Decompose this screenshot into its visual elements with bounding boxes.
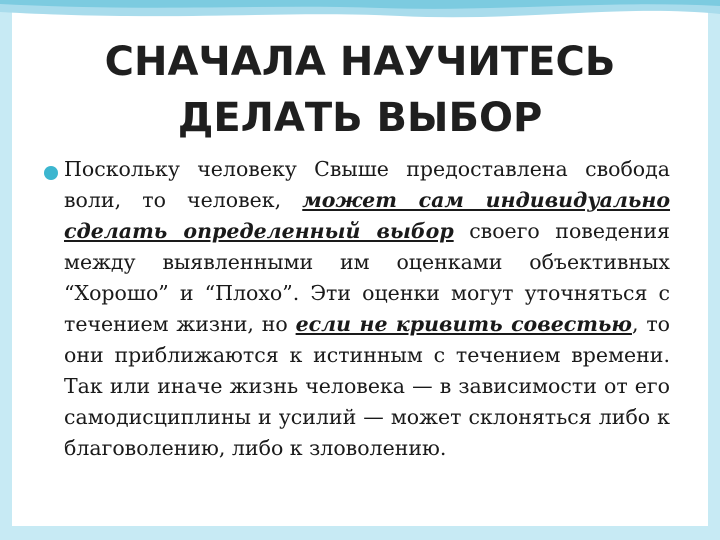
text-part-2: своего поведения между выявленными им оценками объективных “Хорошо” и “Плохо”. Эти оценки могут уточняться с течением жизни, но [64, 219, 670, 336]
body-paragraph [64, 154, 670, 464]
slide-title [60, 34, 660, 146]
text-part-1: Поскольку человеку Свыше предоставлена свобода воли, то человек, [64, 157, 670, 212]
top-wave-decoration [0, 0, 720, 30]
emphasis-conscience: если не кривить совестью [295, 312, 632, 336]
title-line-2: ДЕЛАТЬ ВЫБОР [177, 95, 543, 141]
title-line-1: СНАЧАЛА НАУЧИТЕСЬ [104, 39, 616, 85]
bullet-icon [44, 166, 58, 180]
text-part-3: , то они приближаются к истинным с течением времени. Так или иначе жизнь человека — в зависимости от его самодисциплины и усилий — может склоняться либо к благоволению, либо к зловолению. [64, 312, 670, 460]
emphasis-choice: может сам индивидуально сделать определенный выбор [64, 188, 671, 243]
